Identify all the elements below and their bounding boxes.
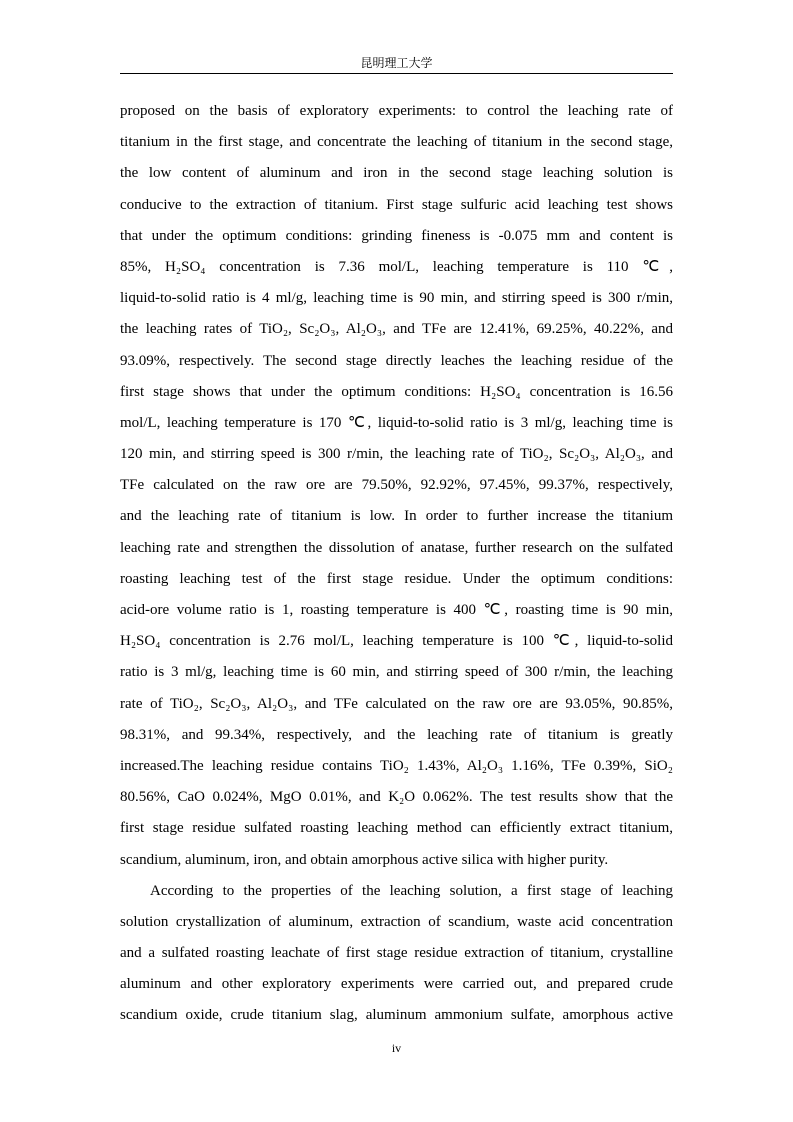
text-line: titanium in the first stage, and concentrate the leaching of titanium in the second stage, [120, 134, 673, 151]
text-line: conducive to the extraction of titanium. First stage sulfuric acid leaching test shows [120, 196, 673, 213]
text-line: scandium oxide, crude titanium slag, aluminum ammonium sulfate, amorphous active [120, 1007, 673, 1024]
text-line: acid-ore volume ratio is 1, roasting temperature is 400 ℃, roasting time is 90 min, [120, 602, 673, 618]
body-text [120, 96, 673, 1032]
text-line: rate of TiO₂, Sc₂O₃, Al₂O₃, and TFe calculated on the raw ore are 93.05%, 90.85%, [120, 695, 673, 712]
text-line: first stage residue sulfated roasting leaching method can efficiently extract titanium, [120, 820, 673, 837]
text-line: According to the properties of the leaching solution, a first stage of leaching [150, 882, 673, 899]
text-line: 80.56%, CaO 0.024%, MgO 0.01%, and K₂O 0.062%. The test results show that the [120, 789, 673, 806]
text-line: the leaching rates of TiO₂, Sc₂O₃, Al₂O₃, and TFe are 12.41%, 69.25%, 40.22%, and [120, 321, 673, 338]
text-line: 85%, H₂SO₄ concentration is 7.36 mol/L, leaching temperature is 110 ℃, [120, 258, 673, 275]
text-line: first stage shows that under the optimum conditions: H₂SO₄ concentration is 16.56 [120, 383, 673, 400]
text-line: and a sulfated roasting leachate of first stage residue extraction of titanium, crystalline [120, 945, 673, 962]
text-line: the low content of aluminum and iron in the second stage leaching solution is [120, 165, 673, 182]
header-rule [120, 73, 673, 74]
page-number: iv [391, 1041, 402, 1055]
text-line: 120 min, and stirring speed is 300 r/min, the leaching rate of TiO₂, Sc₂O₃, Al₂O₃, and [120, 446, 673, 463]
text-line: aluminum and other exploratory experiments were carried out, and prepared crude [120, 976, 673, 993]
text-line: liquid-to-solid ratio is 4 ml/g, leaching time is 90 min, and stirring speed is 300 r/min, [120, 290, 673, 307]
text-line: and the leaching rate of titanium is low. In order to further increase the titanium [120, 508, 673, 525]
text-line: 98.31%, and 99.34%, respectively, and the leaching rate of titanium is greatly [120, 726, 673, 743]
text-line: TFe calculated on the raw ore are 79.50%, 92.92%, 97.45%, 99.37%, respectively, [120, 477, 673, 494]
text-line: mol/L, leaching temperature is 170 ℃, liquid-to-solid ratio is 3 ml/g, leaching time is [120, 414, 673, 431]
text-line: solution crystallization of aluminum, extraction of scandium, waste acid concentration [120, 913, 673, 930]
text-line: 93.09%, respectively. The second stage directly leaches the leaching residue of the [120, 352, 673, 369]
text-line: proposed on the basis of exploratory experiments: to control the leaching rate of [120, 103, 673, 119]
paragraph [120, 876, 673, 1032]
text-line: H₂SO₄ concentration is 2.76 mol/L, leaching temperature is 100 ℃, liquid-to-solid [120, 633, 673, 650]
text-line: leaching rate and strengthen the dissolution of anatase, further research on the sulfated [120, 539, 673, 556]
text-line: ratio is 3 ml/g, leaching time is 60 min, and stirring speed of 300 r/min, the leaching [120, 664, 673, 681]
text-line: that under the optimum conditions: grinding fineness is -0.075 mm and content is [120, 227, 673, 244]
text-line: scandium, aluminum, iron, and obtain amorphous active silica with higher purity. [120, 851, 609, 868]
running-header: 昆明理工大学 [360, 56, 433, 70]
paragraph [120, 96, 673, 876]
text-line: increased.The leaching residue contains TiO₂ 1.43%, Al₂O₃ 1.16%, TFe 0.39%, SiO₂ [120, 757, 673, 774]
text-line: roasting leaching test of the first stage residue. Under the optimum conditions: [120, 570, 673, 587]
